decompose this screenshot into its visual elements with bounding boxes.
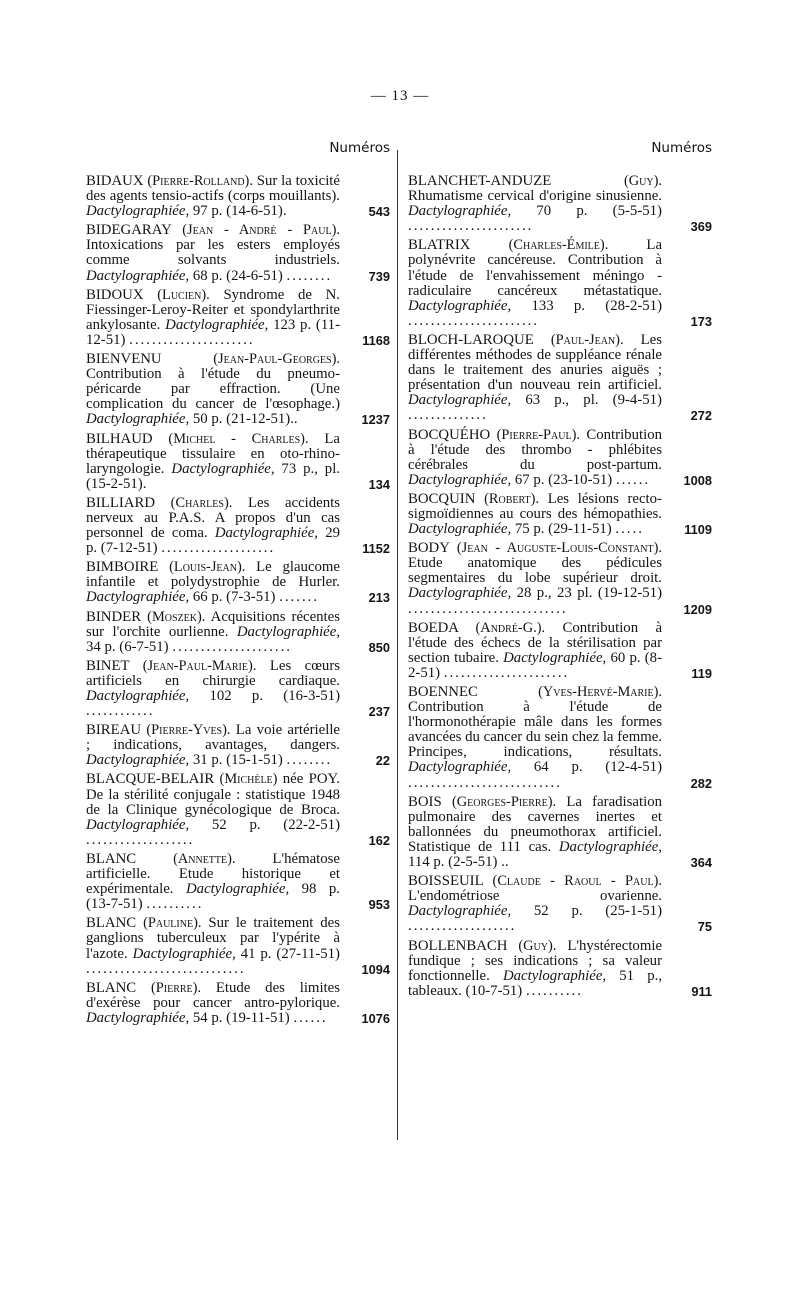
author-surname: BOCQUÉHO bbox=[408, 426, 491, 443]
entry-text bbox=[86, 174, 390, 219]
author-given-names: (Jean - André - Paul). bbox=[182, 222, 341, 239]
publication-format: Dactylographiée, bbox=[408, 471, 512, 488]
page-count-and-date: 28 p., 23 pl. (19-12-51) bbox=[516, 585, 662, 602]
entry-text bbox=[86, 352, 390, 427]
page-count-and-date: 102 p. (16-3-51) bbox=[209, 688, 340, 704]
entry-text bbox=[86, 723, 390, 768]
entry-number: 1008 bbox=[683, 472, 712, 488]
author-surname: BINDER bbox=[86, 608, 142, 625]
entry-text bbox=[86, 223, 390, 283]
author-given-names: (Michèle) bbox=[219, 771, 278, 788]
thesis-title: La polynévrite cancéreuse. Contribution à l'étude de l'envahissement méningo - radiculaire cancéreux métastatique. bbox=[408, 237, 663, 299]
entry-text bbox=[408, 795, 712, 870]
author-surname: BIDAUX bbox=[86, 173, 144, 189]
thesis-title: La faradisation pulmonaire des cavernes inertes et ballonnées du pneumothorax artificiel. Statistique de 111 cas. bbox=[408, 793, 663, 855]
entry-text bbox=[408, 333, 712, 424]
author-surname: BLATRIX bbox=[408, 237, 471, 254]
page-count-and-date: 63 p., pl. (9-4-51) bbox=[525, 392, 662, 409]
entry-text bbox=[408, 492, 712, 537]
leader-dots: ....................... bbox=[408, 312, 540, 329]
thesis-entry bbox=[408, 541, 712, 616]
thesis-entry bbox=[408, 333, 712, 424]
thesis-title: Syndrome de N. Fiessinger-Leroy-Reiter et spondylarthrite ankylosante. bbox=[86, 286, 340, 333]
publication-format: Dactylographiée, bbox=[408, 297, 512, 314]
thesis-entry bbox=[408, 621, 712, 681]
thesis-entry bbox=[408, 685, 712, 791]
entry-text bbox=[86, 659, 390, 719]
column-header-numeros: Numéros bbox=[651, 140, 712, 156]
entry-number: 364 bbox=[690, 855, 712, 871]
author-surname: BIENVENU bbox=[86, 351, 162, 368]
thesis-entry bbox=[408, 874, 712, 934]
publication-format: Dactylographiée, bbox=[236, 623, 341, 640]
column-header-numeros: Numéros bbox=[329, 140, 390, 156]
author-given-names: (André-G.). bbox=[475, 619, 546, 636]
thesis-title: Contribution à l'étude du pneumo-péricarde par effraction. (Une complication du cancer de l'œsophage.) bbox=[86, 366, 340, 413]
page-count-and-date: 114 p. (2-5-51) .. bbox=[408, 854, 509, 871]
entry-text bbox=[408, 428, 712, 488]
author-given-names: (Georges-Pierre). bbox=[451, 793, 557, 810]
author-surname: BOISSEUIL bbox=[408, 873, 484, 890]
thesis-title: La voie artérielle ; indications, avantages, dangers. bbox=[86, 722, 340, 754]
publication-format: Dactylographiée, bbox=[165, 316, 269, 333]
author-surname: BINET bbox=[86, 657, 130, 674]
leader-dots: ...... bbox=[293, 1009, 328, 1026]
page-count-and-date: 54 p. (19-11-51) bbox=[192, 1009, 290, 1026]
entry-text bbox=[408, 874, 712, 934]
leader-dots: ...................... bbox=[129, 331, 255, 348]
page-count-and-date: 73 p., pl. (15-2-51). bbox=[86, 460, 340, 492]
entry-number: 162 bbox=[368, 832, 390, 848]
thesis-entry bbox=[86, 288, 390, 348]
thesis-entry bbox=[86, 496, 390, 556]
page-count-and-date: 67 p. (23-10-51) bbox=[514, 471, 613, 488]
thesis-entry bbox=[86, 610, 390, 655]
author-given-names: (Pierre-Rolland). bbox=[147, 173, 253, 189]
leader-dots: ............................ bbox=[408, 600, 568, 617]
thesis-title: Les cœurs artificiels en chirurgie cardiaque. bbox=[86, 657, 341, 689]
entry-number: 1076 bbox=[361, 1010, 390, 1026]
thesis-entry bbox=[86, 852, 390, 912]
author-surname: BOLLENBACH bbox=[408, 937, 508, 954]
thesis-title: Sur la toxicité des agents tensio-actifs (corps mouillants). bbox=[86, 173, 340, 205]
thesis-entry bbox=[86, 223, 390, 283]
entry-number: 850 bbox=[368, 639, 390, 655]
author-given-names: (Claude - Raoul - Paul). bbox=[492, 873, 662, 890]
publication-format: Dactylographiée, bbox=[86, 411, 190, 428]
thesis-entry bbox=[408, 238, 712, 329]
entry-number: 22 bbox=[375, 753, 390, 769]
leader-dots: ................... bbox=[408, 918, 517, 935]
entry-text bbox=[408, 541, 712, 616]
thesis-title: Les accidents nerveux au P.A.S. A propos d'un cas personnel de coma. bbox=[86, 494, 341, 542]
author-surname: BOENNEC bbox=[408, 684, 478, 700]
thesis-title: Contribution à l'étude des échecs de la stérilisation par section tubaire. bbox=[408, 619, 663, 666]
page-count-and-date: 64 p. (12-4-51) bbox=[533, 759, 663, 776]
right-column bbox=[408, 138, 712, 1003]
author-given-names: (Lucien). bbox=[157, 286, 210, 303]
thesis-title: Acquisitions récentes sur l'orchite ourlienne. bbox=[86, 608, 340, 640]
leader-dots: ...... bbox=[615, 471, 651, 488]
author-given-names: (Jean - Auguste-Louis-Constant). bbox=[456, 540, 662, 557]
thesis-entry bbox=[86, 560, 390, 605]
entry-number: 1209 bbox=[683, 601, 712, 617]
publication-format: Dactylographiée, bbox=[502, 967, 607, 984]
entry-number: 1237 bbox=[361, 412, 390, 428]
thesis-title: Le glaucome infantile et polydystrophie de Hurler. bbox=[86, 559, 340, 591]
page-count-and-date: 75 p. (29-11-51) bbox=[514, 521, 612, 538]
entry-text bbox=[86, 852, 390, 912]
author-surname: BLANC bbox=[86, 850, 137, 867]
publication-format: Dactylographiée, bbox=[503, 649, 607, 666]
thesis-title: Sur le traitement des ganglions tuberculeux par l'ypérite à l'azote. bbox=[86, 915, 341, 962]
leader-dots: ...................... bbox=[408, 218, 534, 235]
page-count-and-date: 52 p. (22-2-51) bbox=[211, 816, 341, 833]
page-count-and-date: 29 p. (7-12-51) bbox=[86, 525, 340, 557]
publication-format: Dactylographiée, bbox=[408, 203, 512, 220]
page-count-and-date: 123 p. (11-12-51) bbox=[86, 316, 341, 348]
entry-number: 75 bbox=[697, 919, 712, 935]
thesis-entry bbox=[86, 981, 390, 1026]
leader-dots: ................... bbox=[86, 831, 195, 848]
thesis-entry bbox=[86, 174, 390, 219]
author-surname: BILLIARD bbox=[86, 494, 156, 511]
thesis-entry bbox=[86, 723, 390, 768]
leader-dots: .......... bbox=[525, 982, 583, 999]
author-surname: BOEDA bbox=[408, 619, 459, 636]
thesis-title: Les différentes méthodes de suppléance rénale dans le traitement des anuries aiguës ; présentation d'un nouveau rein artificiel. bbox=[408, 331, 662, 394]
leader-dots: ........ bbox=[286, 267, 333, 284]
thesis-title: Contribution à l'étude de l'hormonothérapie mâle dans les formes avancées du cancer du sein chez la femme. Principes, indications, résultats. bbox=[408, 699, 662, 761]
page-count-and-date: 41 p. (27-11-51) bbox=[240, 945, 340, 962]
page-count-and-date: 31 p. (15-1-51) bbox=[192, 752, 283, 769]
page-count-and-date: 70 p. (5-5-51) bbox=[536, 203, 662, 220]
leader-dots: ............................ bbox=[86, 960, 246, 977]
entry-text bbox=[408, 939, 712, 999]
author-given-names: (Louis-Jean). bbox=[169, 559, 246, 576]
entry-text bbox=[408, 174, 712, 234]
publication-format: Dactylographiée, bbox=[408, 903, 512, 920]
entry-text bbox=[86, 432, 390, 492]
thesis-entry bbox=[408, 174, 712, 234]
publication-format: Dactylographiée, bbox=[186, 881, 290, 898]
leader-dots: ..... bbox=[615, 521, 644, 538]
author-given-names: (Guy). bbox=[518, 937, 557, 954]
publication-format: Dactylographiée, bbox=[214, 525, 318, 542]
thesis-entry bbox=[408, 492, 712, 537]
publication-format: Dactylographiée, bbox=[86, 589, 190, 606]
entry-number: 173 bbox=[690, 313, 712, 329]
author-surname: BOCQUIN bbox=[408, 490, 476, 507]
author-surname: BIDOUX bbox=[86, 286, 144, 303]
entry-list bbox=[408, 174, 712, 999]
author-surname: BLANC bbox=[86, 915, 137, 932]
author-surname: BIMBOIRE bbox=[86, 559, 159, 576]
thesis-title: Etude anatomique des pédicules segmentaires du lobe supérieur droit. bbox=[408, 555, 662, 587]
entry-text bbox=[86, 496, 390, 556]
author-given-names: (Pierre). bbox=[150, 979, 202, 996]
column-divider bbox=[397, 150, 398, 1140]
page-count-and-date: 98 p. (13-7-51) bbox=[86, 881, 340, 913]
publication-format: Dactylographiée, bbox=[86, 267, 190, 284]
publication-format: Dactylographiée, bbox=[86, 752, 190, 769]
entry-number: 1109 bbox=[684, 522, 712, 538]
publication-format: Dactylographiée, bbox=[408, 759, 512, 776]
thesis-entry bbox=[86, 352, 390, 427]
entry-text bbox=[86, 610, 390, 655]
entry-number: 134 bbox=[368, 476, 390, 492]
author-given-names: (Jean-Paul-Georges). bbox=[213, 351, 340, 368]
page-count-and-date: 34 p. (6-7-51) bbox=[86, 638, 169, 655]
thesis-title: L'hystérectomie fundique ; ses indications ; sa valeur fonctionnelle. bbox=[408, 937, 663, 984]
author-surname: BIREAU bbox=[86, 722, 142, 739]
author-given-names: (Robert). bbox=[484, 490, 540, 507]
thesis-title: L'hématose artificielle. Etude historique et expérimentale. bbox=[86, 850, 341, 898]
author-given-names: (Moszek). bbox=[147, 608, 206, 625]
author-surname: BLANCHET-ANDUZE bbox=[408, 173, 552, 189]
author-given-names: (Paul-Jean). bbox=[550, 331, 624, 348]
page-count-and-date: 66 p. (7-3-51) bbox=[192, 589, 276, 606]
page-count-and-date: 97 p. (14-6-51). bbox=[192, 203, 287, 220]
page-count-and-date: 51 p., tableaux. (10-7-51) bbox=[408, 967, 663, 999]
author-given-names: (Annette). bbox=[173, 850, 236, 867]
thesis-entry bbox=[408, 795, 712, 870]
page-count-and-date: 52 p. (25-1-51) bbox=[533, 903, 663, 920]
publication-format: Dactylographiée, bbox=[408, 585, 512, 602]
page-count-and-date: 50 p. (21-12-51).. bbox=[192, 411, 298, 428]
author-given-names: (Michel - Charles). bbox=[168, 430, 309, 447]
entry-number: 911 bbox=[691, 983, 712, 999]
author-given-names: (Charles-Émile). bbox=[508, 237, 609, 254]
entry-number: 119 bbox=[691, 665, 712, 681]
publication-format: Dactylographiée, bbox=[132, 945, 236, 962]
thesis-title: Etude des limites d'exérèse pour cancer antro-pylorique. bbox=[86, 979, 340, 1011]
entry-text bbox=[408, 238, 712, 329]
entry-number: 282 bbox=[690, 775, 712, 791]
author-given-names: (Charles). bbox=[170, 494, 233, 511]
author-surname: BLOCH-LAROQUE bbox=[408, 331, 534, 348]
thesis-entry bbox=[86, 772, 390, 847]
entry-text bbox=[86, 288, 390, 348]
entry-text bbox=[86, 916, 390, 976]
leader-dots: ............ bbox=[86, 703, 155, 720]
publication-format: Dactylographiée, bbox=[86, 1009, 190, 1026]
leader-dots: ........ bbox=[286, 752, 333, 769]
entry-number: 953 bbox=[368, 897, 390, 913]
leader-dots: ...................... bbox=[443, 664, 570, 681]
thesis-title: Intoxications par les esters employés comme solvants industriels. bbox=[86, 237, 340, 269]
leader-dots: ....... bbox=[279, 589, 320, 606]
author-surname: BLANC bbox=[86, 979, 137, 996]
author-given-names: (Yves-Hervé-Marie). bbox=[538, 684, 662, 700]
thesis-entry bbox=[86, 432, 390, 492]
author-given-names: (Guy). bbox=[623, 173, 662, 189]
author-surname: BIDEGARAY bbox=[86, 222, 172, 239]
author-surname: BOIS bbox=[408, 793, 442, 810]
author-surname: BLACQUE-BELAIR bbox=[86, 771, 215, 788]
thesis-entry bbox=[408, 939, 712, 999]
page-number: — 13 — bbox=[370, 88, 430, 104]
author-given-names: (Pauline). bbox=[143, 915, 202, 932]
entry-list bbox=[86, 174, 390, 1026]
thesis-entry bbox=[86, 659, 390, 719]
leader-dots: .......... bbox=[146, 896, 204, 913]
thesis-title: Contribution à l'étude des thrombo - phlébites cérébrales du post-partum. bbox=[408, 426, 662, 473]
author-surname: BILHAUD bbox=[86, 430, 153, 447]
entry-number: 1094 bbox=[361, 961, 390, 977]
entry-number: 739 bbox=[368, 268, 390, 284]
left-column bbox=[86, 138, 390, 1030]
page-count-and-date: 60 p. (8-2-51) bbox=[408, 649, 662, 681]
entry-number: 213 bbox=[368, 590, 390, 606]
author-given-names: (Jean-Paul-Marie). bbox=[142, 657, 257, 674]
author-surname: BODY bbox=[408, 540, 450, 557]
publication-format: Dactylographiée, bbox=[86, 203, 190, 220]
publication-format: Dactylographiée, bbox=[171, 460, 275, 477]
publication-format: Dactylographiée, bbox=[408, 521, 512, 538]
author-given-names: (Pierre-Yves). bbox=[146, 722, 231, 739]
entry-number: 237 bbox=[368, 704, 390, 720]
entry-number: 1168 bbox=[362, 332, 390, 348]
leader-dots: .............. bbox=[408, 407, 488, 424]
thesis-title: L'endométriose ovarienne. bbox=[408, 888, 662, 905]
entry-text bbox=[408, 685, 712, 791]
publication-format: Dactylographiée, bbox=[86, 816, 190, 833]
entry-text bbox=[86, 560, 390, 605]
leader-dots: ..................... bbox=[172, 638, 292, 655]
entry-number: 1152 bbox=[362, 541, 390, 557]
thesis-title: née POY. De la stérilité conjugale : statistique 1948 de la Clinique gynécologique de Broca. bbox=[86, 771, 340, 818]
thesis-title: Rhumatisme cervical d'origine sinusienne. bbox=[408, 188, 662, 205]
entry-text bbox=[86, 772, 390, 847]
author-given-names: (Pierre-Paul). bbox=[496, 426, 580, 443]
page-count-and-date: 133 p. (28-2-51) bbox=[531, 297, 662, 314]
entry-text bbox=[86, 981, 390, 1026]
thesis-title: La thérapeutique tissulaire en oto-rhino-laryngologie. bbox=[86, 430, 340, 477]
entry-number: 543 bbox=[368, 204, 390, 220]
thesis-title: Les lésions recto-sigmoïdiennes au cours des hémopathies. bbox=[408, 490, 662, 522]
publication-format: Dactylographiée, bbox=[408, 392, 512, 409]
leader-dots: .................... bbox=[161, 540, 276, 557]
thesis-entry bbox=[86, 916, 390, 976]
publication-format: Dactylographiée, bbox=[86, 688, 190, 704]
entry-text bbox=[408, 621, 712, 681]
entry-number: 369 bbox=[690, 219, 712, 235]
thesis-entry bbox=[408, 428, 712, 488]
entry-number: 272 bbox=[690, 408, 712, 424]
page-count-and-date: 68 p. (24-6-51) bbox=[192, 267, 283, 284]
publication-format: Dactylographiée, bbox=[558, 838, 662, 855]
leader-dots: ........................... bbox=[408, 774, 562, 791]
